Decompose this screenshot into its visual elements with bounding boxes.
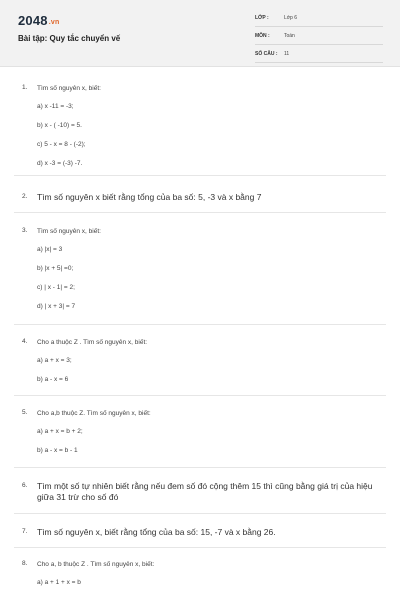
meta-label: SỐ CÂU :	[255, 51, 278, 57]
meta-value: Toán	[284, 33, 295, 39]
question-text: Cho a,b thuộc Z. Tìm số nguyên x, biết:	[37, 410, 151, 417]
question-number: 1.	[22, 84, 28, 91]
worksheet-title: Bài tập: Quy tắc chuyển vế	[18, 34, 121, 43]
worksheet-meta	[255, 12, 383, 66]
question-text: Tìm số nguyên x, biết:	[37, 228, 101, 235]
question-subpart: b) x - ( -10) = 5.	[37, 122, 82, 129]
question-text: Tìm một số tự nhiên biết rằng nếu đem số đó cộng thêm 15 thì cũng bằng giá trị của hiệu giữa 31 trừ cho số đó	[37, 481, 373, 502]
meta-value: Lớp 6	[284, 15, 298, 21]
question-subpart: d) x -3 = (-3) -7.	[37, 160, 83, 167]
divider	[14, 467, 386, 468]
question-number: 6.	[22, 482, 28, 489]
meta-value: 11	[284, 51, 290, 57]
question-text: Tìm số nguyên x, biết:	[37, 85, 101, 92]
question-text: Tìm số nguyên x, biết rằng tổng của ba số: 15, -7 và x bằng 26.	[37, 527, 276, 537]
question-subpart: a) a + x = 3;	[37, 357, 72, 364]
question-subpart: b) a - x = 6	[37, 376, 69, 383]
question-subpart: a) a + x = b + 2;	[37, 428, 83, 435]
meta-label: LỚP :	[255, 15, 269, 21]
divider	[14, 212, 386, 213]
divider	[14, 513, 386, 514]
divider	[14, 175, 386, 176]
meta-row-class	[255, 12, 383, 27]
question-number: 2.	[22, 193, 28, 200]
meta-row-count	[255, 48, 383, 63]
question-number: 5.	[22, 409, 28, 416]
question-subpart: d) | x + 3| = 7	[37, 303, 76, 310]
question-text: Tìm số nguyên x biết rằng tổng của ba số: 5, -3 và x bằng 7	[37, 192, 262, 202]
question-text: Cho a thuộc Z . Tìm số nguyên x, biết:	[37, 339, 148, 346]
question-subpart: c) 5 - x = 8 - (-2);	[37, 141, 86, 148]
worksheet-header	[0, 0, 400, 67]
question-subpart: a) x -11 = -3;	[37, 103, 74, 110]
divider	[14, 547, 386, 548]
question-number: 7.	[22, 528, 28, 535]
question-text: Cho a, b thuộc Z . Tìm số nguyên x, biết:	[37, 561, 155, 568]
question-subpart: b) a - x = b - 1	[37, 447, 78, 454]
divider	[14, 324, 386, 325]
question-subpart: a) a + 1 + x = b	[37, 579, 81, 586]
logo-suffix: .vn	[48, 19, 60, 26]
question-number: 3.	[22, 227, 28, 234]
site-logo[interactable]	[18, 13, 59, 28]
question-subpart: b) |x + 5| =0;	[37, 265, 74, 272]
meta-row-subject	[255, 30, 383, 45]
question-number: 4.	[22, 338, 28, 345]
meta-label: MÔN :	[255, 33, 270, 39]
divider	[14, 395, 386, 396]
question-subpart: c) | x - 1| = 2;	[37, 284, 75, 291]
question-number: 8.	[22, 560, 28, 567]
logo-text: 2048	[18, 13, 48, 28]
question-subpart: a) |x| = 3	[37, 246, 63, 253]
